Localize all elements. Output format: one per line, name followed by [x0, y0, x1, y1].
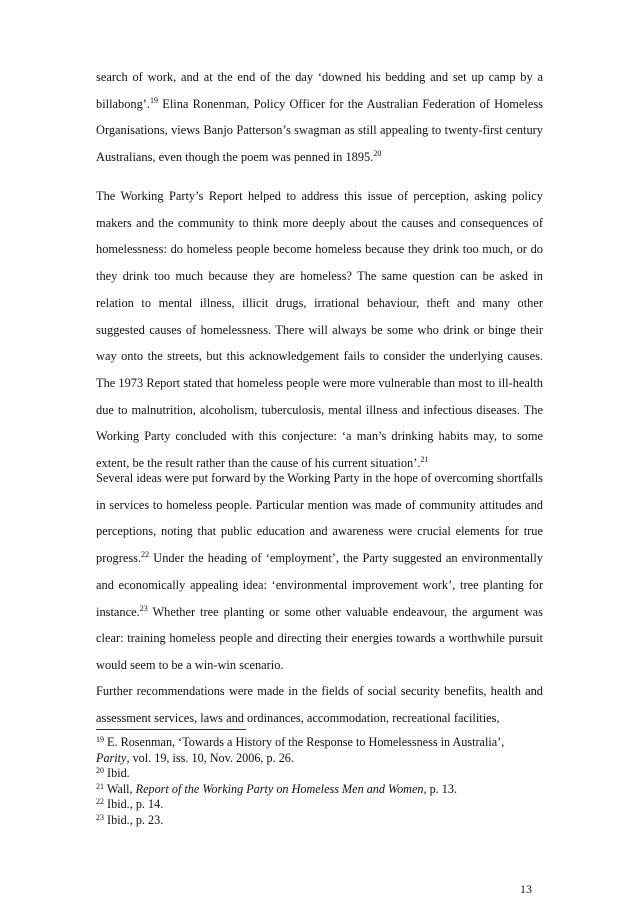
page-number: 13	[520, 882, 532, 896]
body-paragraph	[96, 64, 543, 171]
text-run: Several ideas were put forward by the Working Party in the hope of overcoming shortfalls in services to homeless people. Particular mention was made of community attitudes and perceptions, noting that public education and awareness were crucial elements for true progress.	[96, 471, 543, 566]
footnote-20	[96, 766, 543, 782]
text-run: E. Rosenman, ‘Towards a History of the Response to Homelessness in Australia’,	[104, 735, 505, 749]
footnote-ref: 20	[373, 149, 382, 159]
footnote-ref: 23	[139, 603, 148, 613]
body-paragraph	[96, 465, 543, 679]
footnote-ref: 22	[141, 550, 150, 560]
footnote-21	[96, 782, 543, 798]
footnote-ref: 21	[420, 455, 429, 465]
text-run: Ibid., p. 14.	[104, 797, 164, 812]
footnote-number: 21	[96, 781, 104, 791]
text-run: search of work, and at the end of the day ‘downed his bedding and set up camp by a billabong’.	[96, 70, 543, 111]
text-run: Wall,	[104, 781, 136, 796]
footnote-divider	[96, 729, 246, 730]
footnote-number: 23	[96, 812, 104, 822]
body-paragraph	[96, 678, 543, 731]
text-run: Whether tree planting or some other valuable endeavour, the argument was clear: training homeless people and directing their energies towards a worthwhile pursuit would seem to be a win-win scenario.	[96, 604, 543, 672]
footnote-number: 20	[96, 766, 104, 776]
italic-text: Report of the Working Party on Homeless Men and Women	[135, 781, 424, 796]
footnote-23	[96, 813, 543, 829]
text-run: , vol. 19, iss. 10, Nov. 2006, p. 26.	[126, 750, 294, 765]
italic-text: Parity	[96, 750, 127, 765]
text-run: Ibid.	[104, 766, 130, 781]
text-run: Under the heading of ‘employment’, the Party suggested an environmentally and economically appealing idea: ‘environmental improvement work’, tree planting for instance.	[96, 551, 543, 619]
text-run: Ibid., p. 23.	[104, 812, 164, 827]
body-paragraph	[96, 183, 543, 477]
text-run: The Working Party’s Report helped to address this issue of perception, asking policy makers and the community to think more deeply about the causes and consequences of homelessness: do homeless people become homeless because they drink too much, or do they drink too much because they are homeless? The same question can be asked in relation to mental illness, illicit drugs, irrational behaviour, theft and many other suggested causes of homelessness. There will always be some who drink or binge their way onto the streets, but this acknowledgement fails to consider the underlying causes. The 1973 Report stated that homeless people were more vulnerable than most to ill-health due to malnutrition, alcoholism, tuberculosis, mental illness and infectious diseases. The Working Party concluded with this conjecture: ‘a man’s drinking habits may, to some extent, be the result rather than the cause of his current situation’.	[96, 189, 543, 471]
text-run: , p. 13.	[423, 781, 457, 796]
footnote-number: 22	[96, 797, 104, 807]
footnote-number: 19	[96, 735, 104, 744]
footnote-22	[96, 797, 543, 813]
text-run: Elina Ronenman, Policy Officer for the Australian Federation of Homeless Organisations, views Banjo Patterson’s swagman as still appealing to twenty-first century Australians, even though the poem was penned in 1895.	[96, 96, 543, 165]
footnotes	[96, 735, 543, 829]
footnote-ref: 19	[150, 95, 159, 105]
footnote-19	[96, 735, 543, 766]
text-run: Further recommendations were made in the fields of social security benefits, health and assessment services, laws and ordinances, accommodation, recreational facilities,	[96, 684, 543, 725]
